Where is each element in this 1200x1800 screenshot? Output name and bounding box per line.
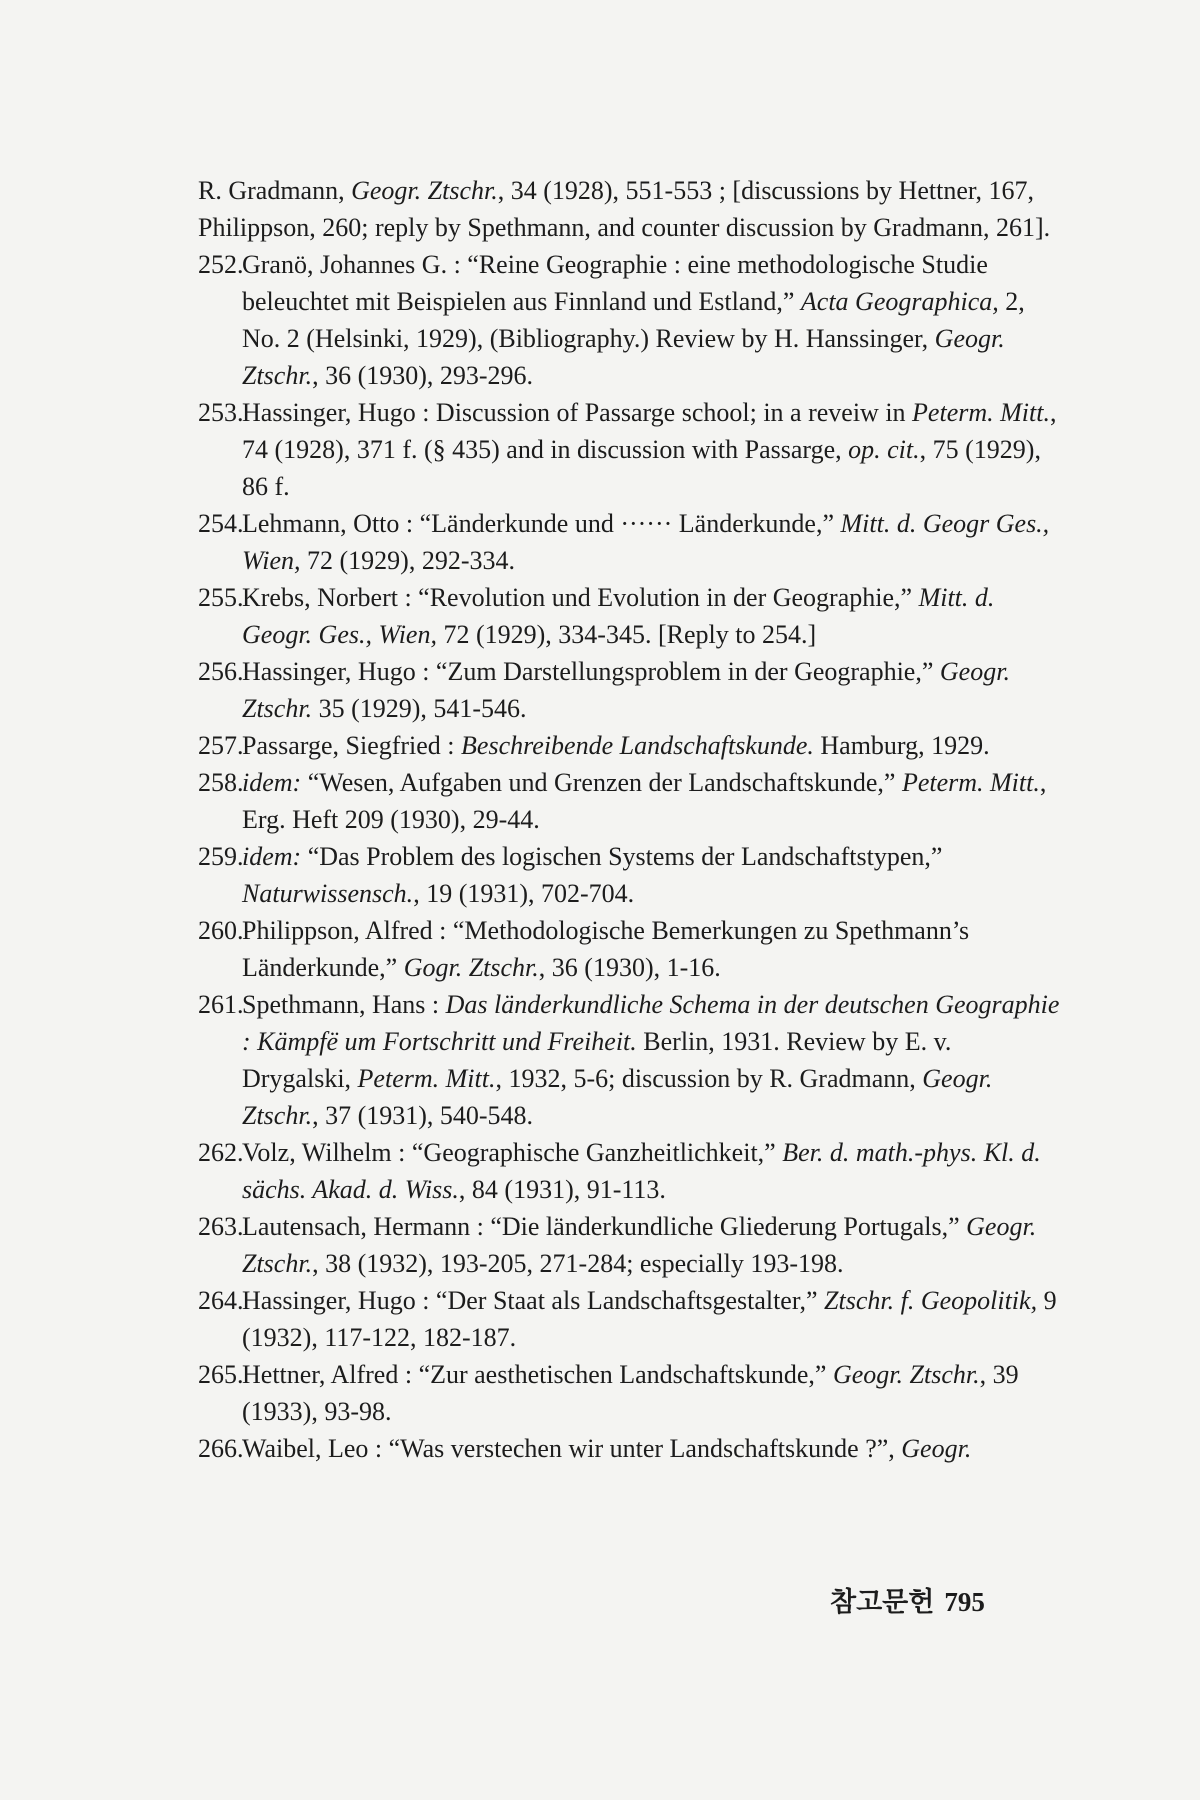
citation-text: , 38 (1932), 193-205, 271-284; especially 193-198. bbox=[312, 1249, 844, 1278]
bibliography-entry bbox=[198, 838, 1060, 912]
citation-text: 2, No. 2 (Helsinki, 1929), (Bibliography.) Review by H. Hanssinger, bbox=[242, 287, 1025, 353]
bibliography-entry bbox=[198, 394, 1060, 505]
citation-text: Lautensach, Hermann : “Die länderkundliche Gliederung Portugals,” bbox=[242, 1212, 967, 1241]
citation-text: Passarge, Siegfried : bbox=[242, 731, 462, 760]
entry-number: 253. bbox=[198, 398, 244, 427]
citation-italic-text: Beschreibende Landschaftskunde. bbox=[461, 731, 814, 760]
citation-text: , 84 (1931), 91-113. bbox=[458, 1175, 666, 1204]
citation-text: , 34 (1928), 551-553 ; [discussions by Hettner, 167, Philippson, 260; reply by Spethmann, and counter discussion by Gradmann, 261]. bbox=[198, 176, 1051, 242]
citation-text: 9 (1932), 117-122, 182-187. bbox=[242, 1286, 1057, 1352]
citation-italic-text: Mitt. d. Geogr Ges., Wien, bbox=[242, 509, 1050, 575]
bibliography-entry bbox=[198, 764, 1060, 838]
entry-number: 261. bbox=[198, 990, 244, 1019]
citation-italic-text: Gogr. Ztschr. bbox=[403, 953, 539, 982]
citation-italic-text: Acta Geographica, bbox=[800, 287, 999, 316]
citation-italic-text: Ber. d. math.-phys. Kl. d. sächs. Akad. d. Wiss. bbox=[242, 1138, 1041, 1204]
bibliography-entry bbox=[198, 1282, 1060, 1356]
citation-italic-text: op. cit. bbox=[848, 435, 920, 464]
citation-text: , 37 (1931), 540-548. bbox=[312, 1101, 534, 1130]
bibliography-entry bbox=[198, 1134, 1060, 1208]
entry-number: 260. bbox=[198, 916, 244, 945]
citation-text: , 19 (1931), 702-704. bbox=[413, 879, 635, 908]
citation-text: Hettner, Alfred : “Zur aesthetischen Landschaftskunde,” bbox=[242, 1360, 833, 1389]
citation-italic-text: Peterm. Mitt. bbox=[912, 398, 1050, 427]
citation-italic-text: Geogr. bbox=[901, 1434, 972, 1463]
citation-text: Krebs, Norbert : “Revolution und Evolution in der Geographie,” bbox=[242, 583, 919, 612]
bibliography-entry bbox=[198, 1430, 1060, 1467]
entry-number: 262. bbox=[198, 1138, 244, 1167]
entry-number: 255. bbox=[198, 583, 244, 612]
citation-italic-text: Geogr. Ztschr. bbox=[242, 657, 1010, 723]
citation-text: Volz, Wilhelm : “Geographische Ganzheitlichkeit,” bbox=[242, 1138, 783, 1167]
citation-text: Hassinger, Hugo : “Der Staat als Landschaftsgestalter,” bbox=[242, 1286, 825, 1315]
page-number: 795 bbox=[944, 1587, 985, 1617]
citation-text: 72 (1929), 292-334. bbox=[300, 546, 515, 575]
citation-text: , 36 (1930), 293-296. bbox=[312, 361, 534, 390]
citation-italic-text: idem: bbox=[242, 842, 302, 871]
citation-text: “Das Problem des logischen Systems der Landschaftstypen,” bbox=[301, 842, 943, 871]
bibliography-entry bbox=[198, 653, 1060, 727]
bibliography-entries bbox=[198, 246, 1060, 1467]
bibliography-continuation bbox=[198, 172, 1060, 246]
citation-text: Hassinger, Hugo : Discussion of Passarge school; in a reveiw in bbox=[242, 398, 913, 427]
bibliography-entry bbox=[198, 1356, 1060, 1430]
entry-number: 259. bbox=[198, 842, 244, 871]
citation-italic-text: Mitt. d. Geogr. Ges., Wien, bbox=[242, 583, 995, 649]
citation-text: , 75 (1929), 86 f. bbox=[242, 435, 1041, 501]
entry-number: 254. bbox=[198, 509, 244, 538]
entry-number: 263. bbox=[198, 1212, 244, 1241]
citation-text: Granö, Johannes G. : “Reine Geographie : eine methodologische Studie beleuchtet mit Beispielen aus Finnland und Estland,” bbox=[242, 250, 988, 316]
bibliography-entry bbox=[198, 986, 1060, 1134]
citation-text: Spethmann, Hans : bbox=[242, 990, 446, 1019]
page-footer bbox=[830, 1580, 985, 1619]
entry-number: 266. bbox=[198, 1434, 244, 1463]
entry-number: 252. bbox=[198, 250, 244, 279]
citation-text: Lehmann, Otto : “Länderkunde und ······ Länderkunde,” bbox=[242, 509, 841, 538]
citation-text: Philippson, Alfred : “Methodologische Bemerkungen zu Spethmann’s Länderkunde,” bbox=[242, 916, 970, 982]
section-title: 참고문헌 bbox=[830, 1587, 935, 1618]
citation-italic-text: Geogr. Ztschr. bbox=[351, 176, 498, 205]
citation-italic-text: Geogr. Ztschr. bbox=[242, 1064, 993, 1130]
citation-text: Hamburg, 1929. bbox=[813, 731, 990, 760]
citation-text: Hassinger, Hugo : “Zum Darstellungsproblem in der Geographie,” bbox=[242, 657, 940, 686]
bibliography-entry bbox=[198, 246, 1060, 394]
citation-text: , 39 (1933), 93-98. bbox=[242, 1360, 1019, 1426]
citation-text: 35 (1929), 541-546. bbox=[312, 694, 527, 723]
citation-text: , 74 (1928), 371 f. (§ 435) and in discussion with Passarge, bbox=[242, 398, 1057, 464]
bibliography-entry bbox=[198, 579, 1060, 653]
entry-number: 264. bbox=[198, 1286, 244, 1315]
citation-italic-text: Geogr. Ztschr. bbox=[832, 1360, 980, 1389]
bibliography-entry bbox=[198, 1208, 1060, 1282]
citation-italic-text: Ztschr. f. Geopolitik, bbox=[824, 1286, 1038, 1315]
bibliography-entry bbox=[198, 912, 1060, 986]
citation-text: R. Gradmann, bbox=[198, 176, 352, 205]
citation-text: “Wesen, Aufgaben und Grenzen der Landschaftskunde,” bbox=[301, 768, 902, 797]
citation-italic-text: Peterm. Mitt. bbox=[357, 1064, 496, 1093]
citation-italic-text: Peterm. Mitt. bbox=[901, 768, 1040, 797]
entry-number: 265. bbox=[198, 1360, 244, 1389]
citation-text: , Erg. Heft 209 (1930), 29-44. bbox=[242, 768, 1047, 834]
citation-text: , 1932, 5-6; discussion by R. Gradmann, bbox=[495, 1064, 923, 1093]
bibliography-list bbox=[198, 172, 1060, 1467]
citation-text: Berlin, 1931. Review by E. v. Drygalski, bbox=[242, 1027, 952, 1093]
citation-text: 72 (1929), 334-345. [Reply to 254.] bbox=[436, 620, 817, 649]
entry-number: 258. bbox=[198, 768, 244, 797]
citation-text: , 36 (1930), 1-16. bbox=[538, 953, 721, 982]
bibliography-entry bbox=[198, 727, 1060, 764]
citation-italic-text: Geogr. Ztschr. bbox=[242, 324, 1005, 390]
bibliography-entry bbox=[198, 505, 1060, 579]
citation-italic-text: Geogr. Ztschr. bbox=[242, 1212, 1037, 1278]
citation-italic-text: Naturwissensch. bbox=[242, 879, 414, 908]
entry-number: 257. bbox=[198, 731, 244, 760]
citation-text: Waibel, Leo : “Was verstechen wir unter Landschaftskunde ?”, bbox=[242, 1434, 902, 1463]
citation-italic-text: Das länderkundliche Schema in der deutschen Geographie : Kämpfë um Fortschritt und Freiheit. bbox=[242, 990, 1060, 1056]
entry-number: 256. bbox=[198, 657, 244, 686]
citation-italic-text: idem: bbox=[242, 768, 302, 797]
